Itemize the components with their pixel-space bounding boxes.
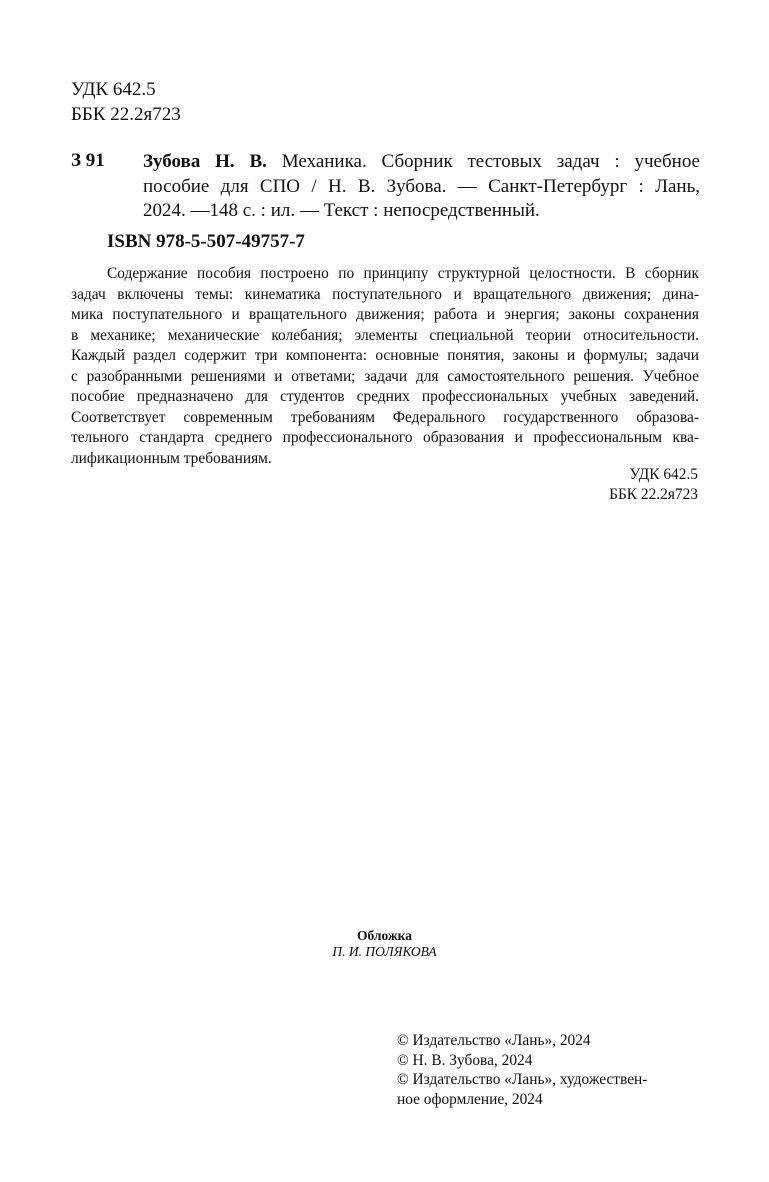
author-mark: З 91 [71, 150, 105, 171]
annotation-line: пособие предназначено для студентов средних профессиональных учебных заведений. [71, 388, 699, 405]
copyright-line: © Издательство «Лань», 2024 [397, 1032, 591, 1049]
copyright-block [397, 1031, 687, 1109]
annotation-line: задач включены темы: кинематика поступательного и вращательного движения; дина- [71, 285, 699, 303]
cover-credit-label: Обложка [356, 928, 412, 943]
annotation-line: тельного стандарта среднего профессионального образования и профессиональным ква- [71, 429, 699, 446]
book-title: Механика. Сборник тестовых задач : учебное [266, 151, 700, 172]
annotation-line: с разобранными решениями и ответами; задачи для самостоятельного решения. Учебное [71, 367, 699, 385]
copyright-line: © Издательство «Лань», художествен- [397, 1071, 648, 1088]
udk-code: УДК 642.5 [71, 79, 156, 100]
bbk-code: ББК 22.2я723 [71, 104, 181, 125]
bibliographic-line-3: 2024. —148 с. : ил. — Текст : непосредственный. [143, 200, 540, 221]
annotation-line: мика поступательного и вращательного движения; работа и энергия; законы сохранения [71, 306, 699, 323]
annotation-line: в механике; механические колебания; элементы специальной теории относительности. [71, 326, 699, 344]
cover-artist-name: П. И. ПОЛЯКОВА [332, 944, 437, 959]
annotation-line: Содержание пособия построено по принципу структурной целостности. В сборник [107, 265, 699, 282]
copyright-line: ное оформление, 2024 [397, 1090, 543, 1108]
author-name: Зубова Н. В. [143, 151, 267, 172]
isbn: ISBN 978-5-507-49757-7 [107, 231, 305, 252]
udk-code-bottom: УДК 642.5 [629, 466, 698, 483]
annotation-line: Каждый раздел содержит три компонента: основные понятия, законы и формулы; задачи [71, 347, 699, 364]
bibliographic-line-1 [143, 150, 700, 175]
copyright-line: © Н. В. Зубова, 2024 [397, 1051, 533, 1069]
annotation-line: Соответствует современным требованиям Федерального государственного образова- [71, 408, 699, 426]
bibliographic-line-2: пособие для СПО / Н. В. Зубова. — Санкт-Петербург : Лань, [143, 175, 700, 197]
bibliographic-record [143, 150, 700, 224]
annotation [71, 264, 699, 469]
bbk-code-bottom: ББК 22.2я723 [609, 486, 698, 503]
annotation-line: лификационным требованиям. [71, 449, 272, 467]
